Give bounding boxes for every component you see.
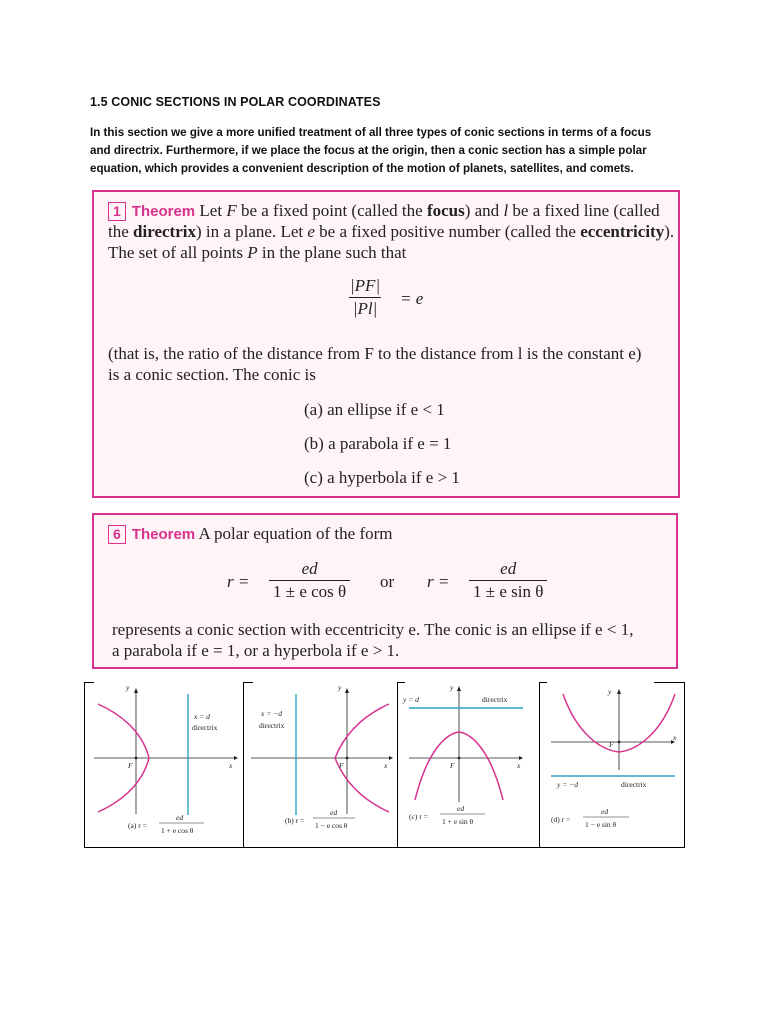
directrix-label: directrix [259,721,285,730]
text: The set of all points [108,243,248,262]
figure-b [243,682,397,847]
focus-point [618,741,621,744]
x-label: x [517,761,521,770]
fraction-denominator: 1 ± e cos θ [269,580,350,602]
y-label: y [608,687,612,696]
theorem-1-line-4: (that is, the ratio of the distance from F to the distance from l is the constant e) [108,344,642,363]
fraction-numerator: ed [500,559,517,578]
focus-label: F [128,761,133,770]
r-equals-1: r = [227,572,250,591]
fraction-numerator: ed [301,559,318,578]
figure-d [539,682,684,847]
ratio-equals: = e [400,289,424,308]
caption-numerator: ed [457,804,465,813]
fraction-denominator: 1 ± e sin θ [469,580,547,602]
caption-denominator: 1 − e sin θ [585,820,617,829]
directrix-label: directrix [482,695,508,704]
y-label: y [338,683,342,692]
directrix-label: directrix [192,723,218,732]
text: be a fixed positive number (called the [314,222,581,241]
caption-prefix: (c) r = [409,812,428,821]
text: be a fixed line (called [508,201,660,220]
directrix-equation: x = d [194,712,210,721]
caption-prefix: (d) r = [551,815,571,824]
figure-c [397,682,539,847]
theorem-1-line-2: the directrix) in a plane. Let e be a fixed positive number (called the eccentricity). [108,222,675,241]
directrix-equation: x = −d [261,709,282,718]
conic-figures-table [84,682,685,848]
theorem-1-label [108,202,195,221]
text: ) in a plane. Let [195,222,308,241]
or-word: or [380,572,395,591]
figure-d-graph [539,682,684,847]
y-label: y [126,683,130,692]
case-ellipse: (a) an ellipse if e < 1 [304,400,445,419]
x-label: x [673,733,677,742]
table-border [684,682,685,847]
ratio-fraction [346,276,384,319]
intro-line: In this section we give a more unified treatment of all three types of conic sections in terms of a focus [90,126,652,139]
theorem-number: 6 [108,525,126,544]
theorem-6-line-1 [108,524,393,544]
focus-point [135,757,138,760]
theorem-6-box [92,513,678,669]
theorem-6-label [108,525,195,544]
text: be a fixed point (called the [236,201,427,220]
case-parabola: (b) a parabola if e = 1 [304,434,452,453]
figure-a [84,682,243,847]
theorem-1-line-1: 1 Theorem Let F be a fixed point (called the focus) and l be a fixed line (called [108,201,660,221]
directrix-term: directrix [133,222,196,241]
figure-a-graph [84,682,243,847]
theorem-word: Theorem [131,203,196,220]
focus-label: F [450,761,455,770]
focus-term: focus [426,201,465,220]
focus-point [458,757,461,760]
r-equals-2: r = [427,572,450,591]
figure-b-graph [243,682,397,847]
section-heading: 1.5 CONIC SECTIONS IN POLAR COORDINATES [90,95,381,109]
y-axis-arrow [134,688,138,693]
theorem-1-line-5: is a conic section. The conic is [108,365,316,384]
caption-denominator: 1 + e cos θ [161,826,194,835]
caption-prefix: (b) r = [285,816,305,825]
case-hyperbola: (c) a hyperbola if e > 1 [304,468,460,487]
theorem-1-line-3: The set of all points P in the plane such that [108,243,407,262]
caption-numerator: ed [601,807,609,816]
theorem-6-line-3: a parabola if e = 1, or a hyperbola if e > 1. [112,641,400,660]
fraction-denominator: |Pl| [349,297,381,319]
caption-prefix: (a) r = [128,821,147,830]
x-axis-arrow [234,756,238,760]
y-axis-arrow [345,688,349,693]
x-label: x [229,761,233,770]
directrix-equation: y = d [403,695,419,704]
figure-c-graph [397,682,539,847]
theorem-word: Theorem [131,526,196,543]
y-axis-arrow [617,689,621,694]
caption-numerator: ed [176,813,184,822]
caption-denominator: 1 − e cos θ [315,821,348,830]
caption-numerator: ed [330,808,338,817]
text: the [108,222,134,241]
polar-fraction-cos [269,559,350,602]
theorem-6-line-2: represents a conic section with eccentricity e. The conic is an ellipse if e < 1, [112,620,634,639]
caption-denominator: 1 + e sin θ [442,817,474,826]
text: ). [664,222,675,241]
focus-label: F [339,761,344,770]
text: ) and [464,201,504,220]
fraction-numerator: |PF| [350,276,381,295]
focus-label: F [609,740,614,749]
x-axis-arrow [389,756,393,760]
focus-point [346,757,349,760]
eccentricity-term: eccentricity [580,222,665,241]
x-axis-arrow [519,756,523,760]
x-label: x [384,761,388,770]
directrix-equation: y = −d [557,780,578,789]
intro-line: equation, which provides a convenient description of the motion of planets, satellites, and comets. [90,162,634,175]
theorem-number: 1 [108,202,126,221]
polar-fraction-sin [469,559,547,602]
intro-paragraph [90,124,690,178]
text: Let [199,201,227,220]
directrix-label: directrix [621,780,647,789]
text: A polar equation of the form [198,524,393,543]
intro-line: and directrix. Furthermore, if we place the focus at the origin, then a conic section has a simple polar [90,144,647,157]
y-label: y [450,683,454,692]
y-axis-arrow [457,686,461,691]
theorem-1-box [92,190,680,498]
text: in the plane such that [257,243,407,262]
